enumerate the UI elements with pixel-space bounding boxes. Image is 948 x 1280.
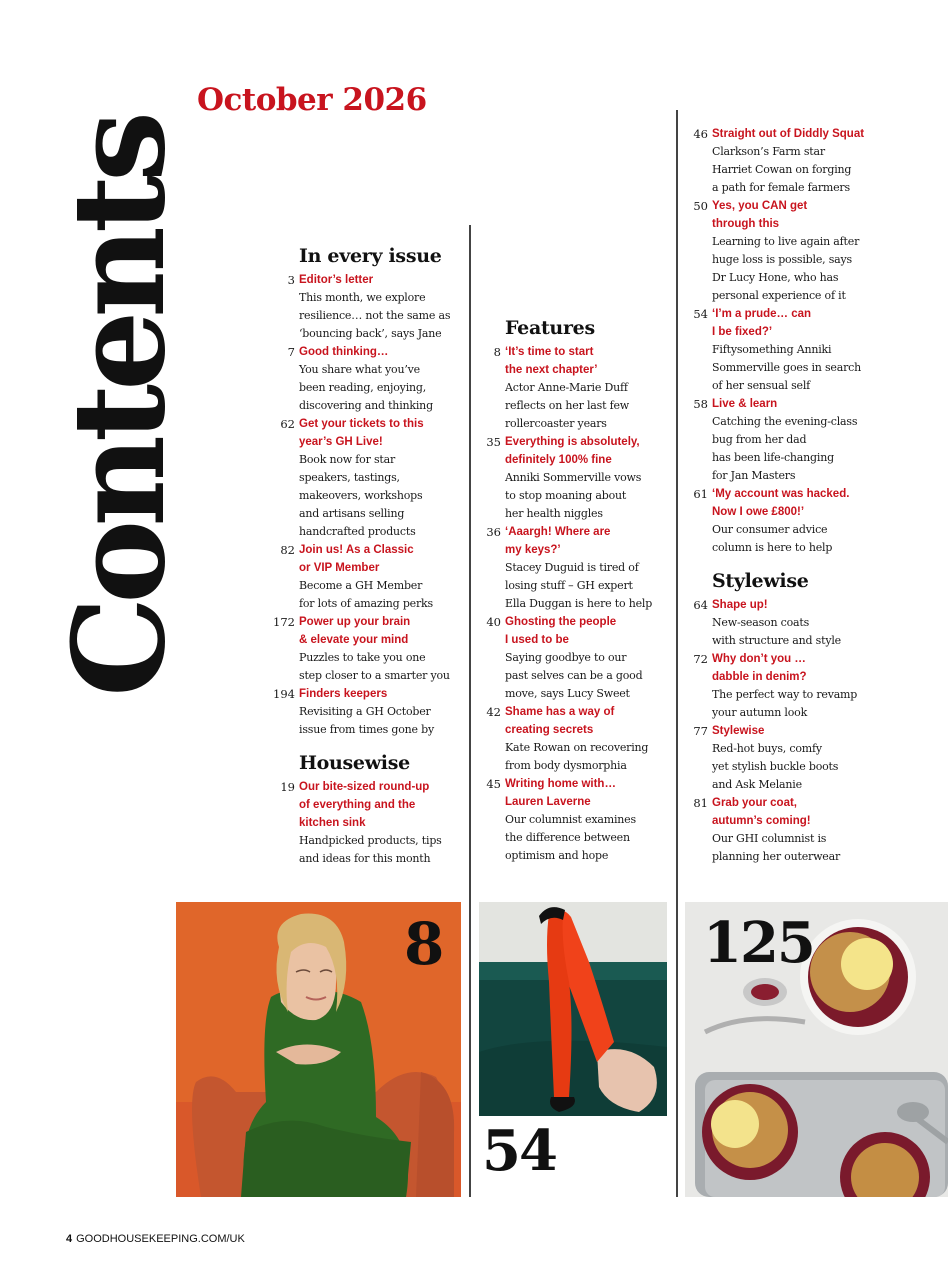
section-heading-stylewise: Stylewise — [712, 570, 809, 592]
entry-title: Everything is absolutely, definitely 100% fine — [505, 436, 640, 466]
entry-page-number: 8 — [493, 345, 501, 359]
entry-description: Clarkson’s Farm star Harriet Cowan on forging a path for female farmers — [712, 145, 852, 194]
entry-description: Catching the evening-class bug from her dad has been life-changing for Jan Masters — [712, 415, 858, 482]
contents-entry[interactable] — [273, 685, 467, 739]
contents-column-3 — [693, 125, 884, 866]
entry-page-number: 61 — [693, 487, 708, 501]
entry-title: Shame has a way of creating secrets — [505, 706, 615, 736]
entry-description: Fiftysomething Anniki Sommerville goes in search of her sensual self — [712, 343, 861, 392]
section-heading-features: Features — [505, 317, 595, 339]
entry-title: Writing home with… Lauren Laverne — [505, 778, 616, 808]
photo-anne-marie-duff[interactable] — [176, 902, 461, 1197]
entry-page-number: 50 — [693, 199, 708, 213]
entry-description: Our columnist examines the difference between optimism and hope — [505, 813, 636, 862]
entry-title: ‘I’m a prude… can I be fixed?’ — [712, 308, 812, 338]
entry-title: Ghosting the people I used to be — [505, 616, 617, 646]
entry-title: ‘It’s time to start the next chapter’ — [505, 346, 598, 376]
entry-description: Become a GH Member for lots of amazing perks — [299, 579, 433, 610]
contents-entry[interactable] — [280, 778, 467, 868]
entry-description: Our GHI columnist is planning her outerwear — [712, 832, 841, 863]
contents-entry[interactable] — [693, 305, 884, 395]
entry-page-number: 45 — [486, 777, 501, 791]
entry-title: Join us! As a Classic or VIP Member — [299, 544, 414, 574]
entry-title: Yes, you CAN get through this — [712, 200, 808, 230]
contents-entry[interactable] — [693, 722, 884, 794]
contents-entry[interactable] — [280, 415, 467, 541]
contents-entry[interactable] — [273, 613, 467, 685]
entry-page-number: 46 — [693, 127, 708, 141]
issue-date: October 2026 — [197, 82, 427, 118]
entry-page-number: 62 — [280, 417, 295, 431]
entry-page-number: 82 — [280, 543, 295, 557]
entry-title: Power up your brain & elevate your mind — [299, 616, 411, 646]
entry-page-number: 19 — [280, 780, 295, 794]
entry-page-number: 36 — [486, 525, 501, 539]
photo-legs-sofa[interactable] — [479, 902, 667, 1116]
contents-entry[interactable] — [287, 343, 467, 415]
footer-site: GOODHOUSEKEEPING.COM/UK — [76, 1233, 245, 1245]
entry-description: Puzzles to take you one step closer to a smarter you — [299, 651, 450, 682]
entry-page-number: 3 — [287, 273, 295, 287]
entry-title: Live & learn — [712, 398, 778, 410]
contents-entry[interactable] — [280, 541, 467, 613]
entry-description: Handpicked products, tips and ideas for this month — [299, 834, 442, 865]
column-divider-2 — [676, 110, 678, 1197]
contents-entry[interactable] — [486, 703, 670, 775]
entry-page-number: 40 — [486, 615, 501, 629]
contents-entry[interactable] — [693, 395, 884, 485]
entry-page-number: 172 — [273, 615, 295, 629]
contents-entry[interactable] — [486, 433, 670, 523]
contents-entry[interactable] — [493, 343, 670, 433]
contents-entry[interactable] — [693, 794, 884, 866]
entry-title: Our bite-sized round-up of everything and the kitchen sink — [299, 781, 430, 829]
entry-description: You share what you’ve been reading, enjoying, discovering and thinking — [299, 363, 433, 412]
contents-entry[interactable] — [287, 271, 467, 343]
entry-title: ‘My account was hacked. Now I owe £800!’ — [712, 488, 850, 518]
entry-page-number: 81 — [693, 796, 708, 810]
photo-page-number: 8 — [404, 910, 443, 978]
contents-entry[interactable] — [693, 596, 884, 650]
entry-description: New-season coats with structure and style — [712, 616, 841, 647]
entry-title: Grab your coat, autumn’s coming! — [712, 797, 811, 827]
entry-page-number: 54 — [693, 307, 708, 321]
entry-page-number: 64 — [693, 598, 708, 612]
entry-title: Straight out of Diddly Squat — [712, 128, 865, 140]
contents-entry[interactable] — [693, 125, 884, 197]
entry-page-number: 42 — [486, 705, 501, 719]
entry-title: ‘Aaargh! Where are my keys?’ — [505, 526, 611, 556]
entry-description: Learning to live again after huge loss is possible, says Dr Lucy Hone, who has personal experience of it — [712, 235, 860, 302]
entry-description: Saying goodbye to our past selves can be a good move, says Lucy Sweet — [505, 651, 643, 700]
contents-entry[interactable] — [486, 523, 670, 613]
entry-description: The perfect way to revamp your autumn look — [712, 688, 858, 719]
photo-page-number: 125 — [703, 910, 814, 976]
entry-title: Finders keepers — [299, 688, 388, 700]
entry-title: Stylewise — [712, 725, 765, 737]
entry-page-number: 72 — [693, 652, 708, 666]
section-heading-housewise: Housewise — [299, 752, 410, 774]
entry-title: Why don’t you … dabble in denim? — [712, 653, 807, 683]
entry-page-number: 58 — [693, 397, 708, 411]
contents-entry[interactable] — [693, 650, 884, 722]
entry-title: Editor’s letter — [299, 274, 374, 286]
footer-page-number: 4 — [66, 1233, 73, 1245]
entry-description: Kate Rowan on recovering from body dysmorphia — [505, 741, 649, 772]
contents-entry[interactable] — [693, 197, 884, 305]
entry-description: Anniki Sommerville vows to stop moaning about her health niggles — [505, 471, 642, 520]
entry-page-number: 77 — [693, 724, 708, 738]
entry-description: Stacey Duguid is tired of losing stuff – GH expert Ella Duggan is here to help — [505, 561, 653, 610]
entry-title: Good thinking… — [299, 346, 389, 358]
entry-description: Actor Anne-Marie Duff reflects on her last few rollercoaster years — [505, 381, 629, 430]
contents-column-1 — [273, 244, 467, 868]
section-heading-in-every-issue: In every issue — [299, 245, 442, 267]
entry-title: Shape up! — [712, 599, 768, 611]
entry-page-number: 7 — [287, 345, 295, 359]
legs-illustration — [479, 902, 667, 1116]
entry-description: Book now for star speakers, tastings, makeovers, workshops and artisans selling handcrafted products — [299, 453, 423, 538]
contents-title: Contents — [45, 117, 193, 697]
photo-berry-crumbles[interactable] — [685, 902, 948, 1197]
contents-column-2 — [486, 316, 670, 865]
entry-page-number: 194 — [273, 687, 295, 701]
entry-description: Red-hot buys, comfy yet stylish buckle boots and Ask Melanie — [712, 742, 839, 791]
page-footer — [66, 1233, 245, 1245]
entry-description: Revisiting a GH October issue from times gone by — [299, 705, 435, 736]
entry-description: Our consumer advice column is here to help — [712, 523, 833, 554]
entry-page-number: 35 — [486, 435, 501, 449]
column-divider-1 — [469, 225, 471, 1197]
contents-entry[interactable] — [486, 775, 670, 865]
entry-title: Get your tickets to this year’s GH Live! — [299, 418, 424, 448]
contents-entry[interactable] — [693, 485, 884, 557]
entry-description: This month, we explore resilience… not the same as ‘bouncing back’, says Jane — [299, 291, 451, 340]
photo-page-number: 54 — [482, 1118, 556, 1184]
contents-entry[interactable] — [486, 613, 670, 703]
